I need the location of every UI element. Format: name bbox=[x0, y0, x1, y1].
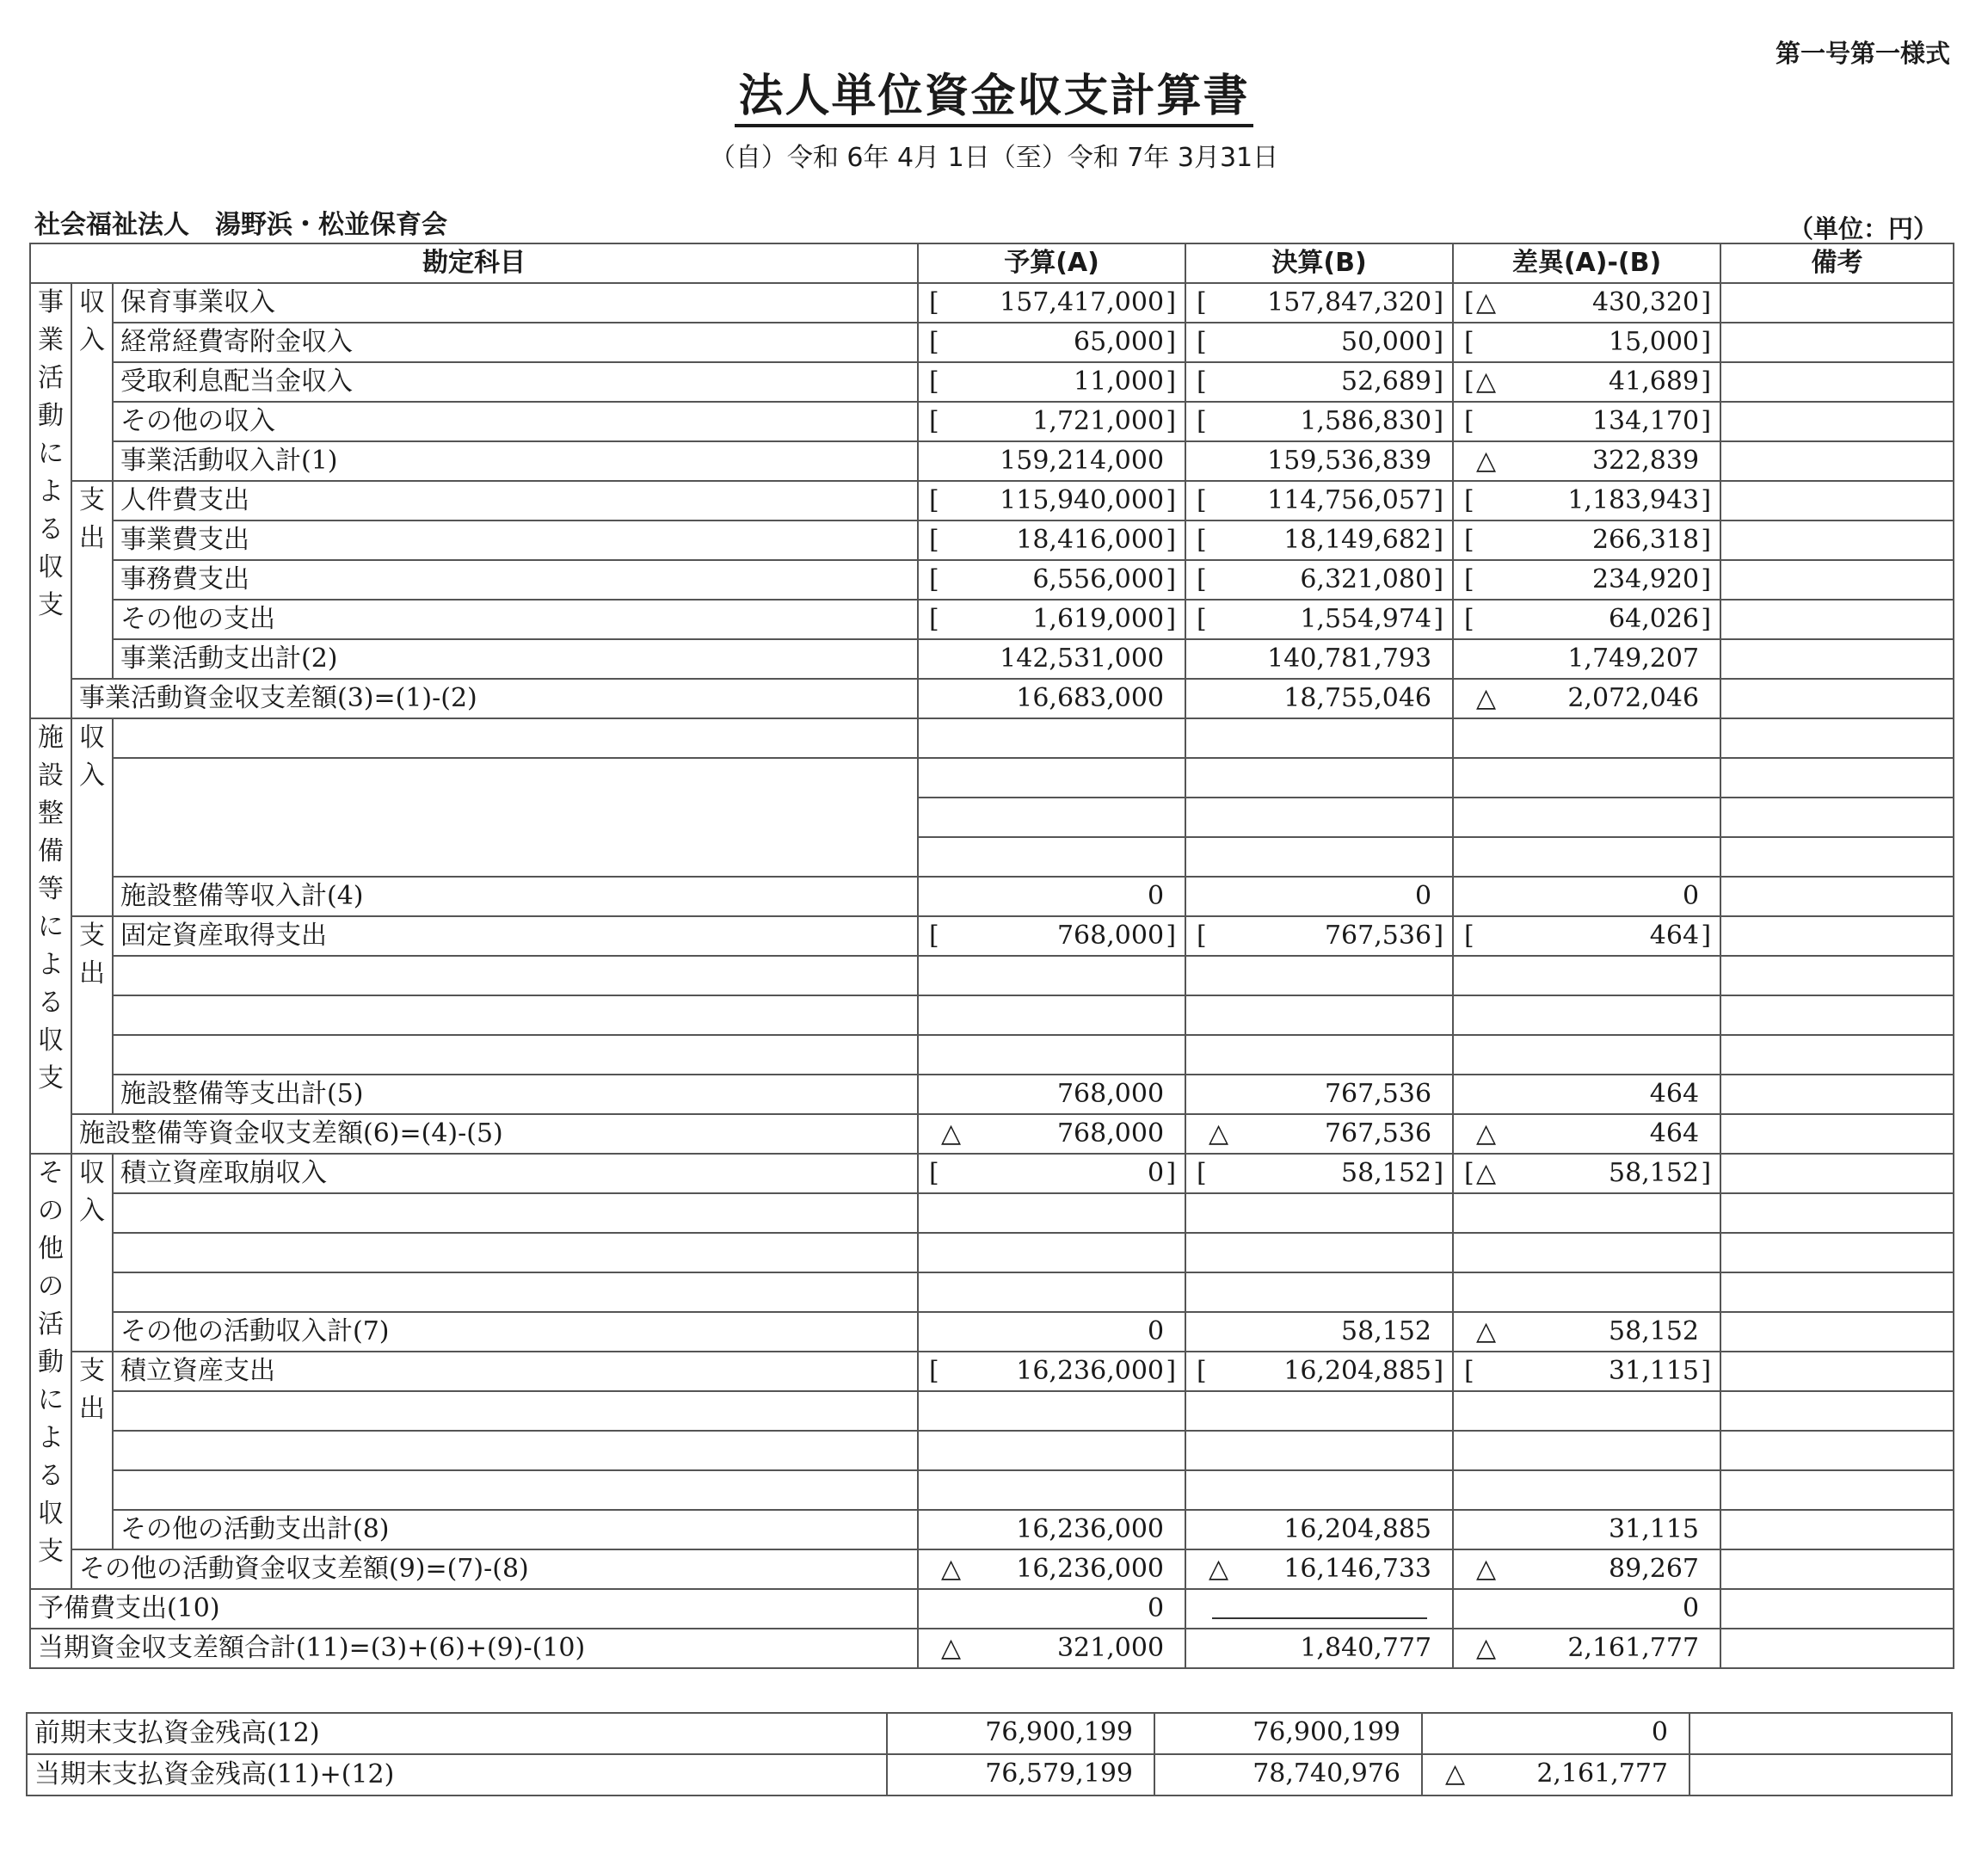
diff-cell: 1,749,207 bbox=[1453, 639, 1720, 679]
header-account: 勘定科目 bbox=[30, 243, 918, 283]
account-label: その他の活動支出計(8) bbox=[113, 1510, 918, 1549]
budget-cell: [ 115,940,000 ] bbox=[918, 481, 1185, 520]
table-row bbox=[30, 520, 1954, 560]
account-label: 固定資産取得支出 bbox=[113, 916, 918, 956]
diff-cell: [ △ 430,320 ] bbox=[1453, 283, 1720, 323]
table-row bbox=[30, 718, 1954, 758]
actual-cell: 0 bbox=[1185, 877, 1453, 916]
note-cell bbox=[1720, 441, 1954, 481]
header-diff: 差異(A)-(B) bbox=[1453, 243, 1720, 283]
diff-cell: △ 2,072,046 bbox=[1453, 679, 1720, 718]
income-label: 収 入 bbox=[71, 283, 113, 481]
table-row bbox=[30, 362, 1954, 402]
table-row bbox=[30, 1193, 1954, 1233]
budget-cell: [ 768,000 ] bbox=[918, 916, 1185, 956]
note-cell bbox=[1720, 718, 1954, 758]
note-cell bbox=[1720, 323, 1954, 362]
account-label: 事業活動支出計(2) bbox=[113, 639, 918, 679]
note-cell bbox=[1720, 1629, 1954, 1668]
note-cell bbox=[1689, 1713, 1952, 1754]
budget-cell: [ 65,000 ] bbox=[918, 323, 1185, 362]
account-label: 経常経費寄附金収入 bbox=[113, 323, 918, 362]
table-row bbox=[30, 916, 1954, 956]
actual-cell: 78,740,976 bbox=[1154, 1754, 1422, 1795]
table-header-row bbox=[30, 243, 1954, 283]
note-cell bbox=[1720, 1510, 1954, 1549]
subtotal-row bbox=[30, 877, 1954, 916]
account-label: その他の収入 bbox=[113, 402, 918, 441]
account-label: 事業活動収入計(1) bbox=[113, 441, 918, 481]
expense-label: 支 出 bbox=[71, 1352, 113, 1549]
organization-name: 社会福祉法人 湯野浜・松並保育会 bbox=[34, 210, 447, 240]
cash-flow-table bbox=[29, 243, 1954, 1669]
account-label: 事業活動資金収支差額(3)=(1)-(2) bbox=[71, 679, 918, 718]
diff-cell: 464 bbox=[1453, 1075, 1720, 1114]
diff-cell: [ 64,026 ] bbox=[1453, 600, 1720, 639]
diff-cell: △ 89,267 bbox=[1453, 1549, 1720, 1589]
table-row bbox=[30, 1154, 1954, 1193]
budget-cell bbox=[918, 718, 1185, 758]
header-budget: 予算(A) bbox=[918, 243, 1185, 283]
expense-label: 支 出 bbox=[71, 481, 113, 679]
expense-label: 支 出 bbox=[71, 916, 113, 1114]
diff-cell bbox=[1453, 718, 1720, 758]
unit-label: （単位：円） bbox=[1788, 214, 1938, 243]
table-row bbox=[30, 560, 1954, 600]
note-cell bbox=[1720, 679, 1954, 718]
actual-cell: [ 6,321,080 ] bbox=[1185, 560, 1453, 600]
budget-cell: △ 768,000 bbox=[918, 1114, 1185, 1154]
note-cell bbox=[1720, 1352, 1954, 1391]
header-actual: 決算(B) bbox=[1185, 243, 1453, 283]
account-label: 人件費支出 bbox=[113, 481, 918, 520]
total-row bbox=[30, 1629, 1954, 1668]
budget-cell: [ 18,416,000 ] bbox=[918, 520, 1185, 560]
budget-cell: 142,531,000 bbox=[918, 639, 1185, 679]
diff-cell: 0 bbox=[1453, 1589, 1720, 1629]
diff-cell: [ 15,000 ] bbox=[1453, 323, 1720, 362]
actual-cell: △ 16,146,733 bbox=[1185, 1549, 1453, 1589]
table-row bbox=[30, 758, 1954, 798]
table-row bbox=[30, 1431, 1954, 1470]
account-label: 施設整備等支出計(5) bbox=[113, 1075, 918, 1114]
actual-cell: 16,204,885 bbox=[1185, 1510, 1453, 1549]
account-label: 施設整備等資金収支差額(6)=(4)-(5) bbox=[71, 1114, 918, 1154]
account-label: 施設整備等収入計(4) bbox=[113, 877, 918, 916]
diff-cell: [ 266,318 ] bbox=[1453, 520, 1720, 560]
note-cell bbox=[1689, 1754, 1952, 1795]
table-row bbox=[30, 283, 1954, 323]
actual-cell: 58,152 bbox=[1185, 1312, 1453, 1352]
budget-cell: △ 16,236,000 bbox=[918, 1549, 1185, 1589]
actual-cell: 1,840,777 bbox=[1185, 1629, 1453, 1668]
account-label: 事務費支出 bbox=[113, 560, 918, 600]
budget-cell: △ 321,000 bbox=[918, 1629, 1185, 1668]
actual-cell: [ 157,847,320 ] bbox=[1185, 283, 1453, 323]
budget-cell: [ 0 ] bbox=[918, 1154, 1185, 1193]
actual-cell: 76,900,199 bbox=[1154, 1713, 1422, 1754]
diff-cell: △ 2,161,777 bbox=[1422, 1754, 1689, 1795]
diff-cell: △ 322,839 bbox=[1453, 441, 1720, 481]
actual-cell: [ 58,152 ] bbox=[1185, 1154, 1453, 1193]
income-label: 収 入 bbox=[71, 1154, 113, 1352]
subtotal-row bbox=[30, 1510, 1954, 1549]
table-row bbox=[30, 798, 1954, 837]
note-cell bbox=[1720, 916, 1954, 956]
table-row bbox=[30, 1233, 1954, 1272]
budget-cell: 768,000 bbox=[918, 1075, 1185, 1114]
note-cell bbox=[1720, 1154, 1954, 1193]
note-cell bbox=[1720, 639, 1954, 679]
diff-cell: △ 58,152 bbox=[1453, 1312, 1720, 1352]
note-cell bbox=[1720, 1589, 1954, 1629]
account-label: 予備費支出(10) bbox=[30, 1589, 918, 1629]
header-note: 備考 bbox=[1720, 243, 1954, 283]
subtotal-row bbox=[30, 441, 1954, 481]
difference-row bbox=[30, 679, 1954, 718]
table-row bbox=[30, 1470, 1954, 1510]
budget-cell: 76,579,199 bbox=[887, 1754, 1154, 1795]
budget-cell: [ 16,236,000 ] bbox=[918, 1352, 1185, 1391]
actual-cell: [ 1,586,830 ] bbox=[1185, 402, 1453, 441]
section-business-label: 事 業 活 動 に よ る 収 支 bbox=[30, 283, 71, 718]
actual-cell: 159,536,839 bbox=[1185, 441, 1453, 481]
account-label: 積立資産支出 bbox=[113, 1352, 918, 1391]
budget-cell: 16,683,000 bbox=[918, 679, 1185, 718]
account-label: 受取利息配当金収入 bbox=[113, 362, 918, 402]
budget-cell: 0 bbox=[918, 877, 1185, 916]
actual-cell: 140,781,793 bbox=[1185, 639, 1453, 679]
reserve-row bbox=[30, 1589, 1954, 1629]
table-row bbox=[30, 956, 1954, 995]
actual-cell: [ 16,204,885 ] bbox=[1185, 1352, 1453, 1391]
account-label: 積立資産取崩収入 bbox=[113, 1154, 918, 1193]
diff-cell: 0 bbox=[1422, 1713, 1689, 1754]
budget-cell: 159,214,000 bbox=[918, 441, 1185, 481]
account-label bbox=[113, 718, 918, 758]
document-title bbox=[0, 71, 1988, 127]
difference-row bbox=[30, 1549, 1954, 1589]
diff-cell: 31,115 bbox=[1453, 1510, 1720, 1549]
budget-cell: [ 1,619,000 ] bbox=[918, 600, 1185, 639]
note-cell bbox=[1720, 1312, 1954, 1352]
table-row bbox=[30, 1352, 1954, 1391]
table-row bbox=[30, 837, 1954, 877]
balance-table bbox=[26, 1712, 1953, 1796]
note-cell bbox=[1720, 1075, 1954, 1114]
table-row bbox=[30, 600, 1954, 639]
note-cell bbox=[1720, 1549, 1954, 1589]
fiscal-period: （自）令和 6年 4月 1日（至）令和 7年 3月31日 bbox=[709, 143, 1279, 173]
note-cell bbox=[1720, 481, 1954, 520]
actual-cell: △ 767,536 bbox=[1185, 1114, 1453, 1154]
note-cell bbox=[1720, 520, 1954, 560]
table-row bbox=[30, 323, 1954, 362]
table-row bbox=[30, 1272, 1954, 1312]
diff-cell: [ 1,183,943 ] bbox=[1453, 481, 1720, 520]
document-title-text: 法人単位資金収支計算書 bbox=[735, 71, 1253, 127]
subtotal-row bbox=[30, 1075, 1954, 1114]
diff-cell: [ 234,920 ] bbox=[1453, 560, 1720, 600]
budget-cell: 16,236,000 bbox=[918, 1510, 1185, 1549]
budget-cell: [ 157,417,000 ] bbox=[918, 283, 1185, 323]
account-label: その他の活動資金収支差額(9)=(7)-(8) bbox=[71, 1549, 918, 1589]
budget-cell: [ 11,000 ] bbox=[918, 362, 1185, 402]
diff-cell: △ 464 bbox=[1453, 1114, 1720, 1154]
account-label: 保育事業収入 bbox=[113, 283, 918, 323]
section-other-label: そ の 他 の 活 動 に よ る 収 支 bbox=[30, 1154, 71, 1589]
diff-cell: [ 134,170 ] bbox=[1453, 402, 1720, 441]
actual-cell: [ 50,000 ] bbox=[1185, 323, 1453, 362]
budget-cell: 76,900,199 bbox=[887, 1713, 1154, 1754]
note-cell bbox=[1720, 362, 1954, 402]
balance-row bbox=[27, 1713, 1952, 1754]
subtotal-row bbox=[30, 639, 1954, 679]
note-cell bbox=[1720, 283, 1954, 323]
form-number: 第一号第一様式 bbox=[1775, 39, 1950, 68]
table-row bbox=[30, 1391, 1954, 1431]
account-label: その他の支出 bbox=[113, 600, 918, 639]
actual-cell: 767,536 bbox=[1185, 1075, 1453, 1114]
account-label: 前期末支払資金残高(12) bbox=[27, 1713, 887, 1754]
diff-cell: [ 464 ] bbox=[1453, 916, 1720, 956]
actual-cell: [ 52,689 ] bbox=[1185, 362, 1453, 402]
dash-line bbox=[1212, 1617, 1427, 1619]
table-row bbox=[30, 1035, 1954, 1075]
budget-cell: [ 6,556,000 ] bbox=[918, 560, 1185, 600]
table-row bbox=[30, 481, 1954, 520]
diff-cell: [ △ 41,689 ] bbox=[1453, 362, 1720, 402]
actual-cell: [ 1,554,974 ] bbox=[1185, 600, 1453, 639]
note-cell bbox=[1720, 560, 1954, 600]
table-row bbox=[30, 995, 1954, 1035]
note-cell bbox=[1720, 877, 1954, 916]
note-cell bbox=[1720, 402, 1954, 441]
actual-cell: 18,755,046 bbox=[1185, 679, 1453, 718]
diff-cell: [ △ 58,152 ] bbox=[1453, 1154, 1720, 1193]
budget-cell: [ 1,721,000 ] bbox=[918, 402, 1185, 441]
account-label: 事業費支出 bbox=[113, 520, 918, 560]
section-facility-label: 施 設 整 備 等 に よ る 収 支 bbox=[30, 718, 71, 1154]
budget-cell: 0 bbox=[918, 1589, 1185, 1629]
actual-cell bbox=[1185, 1589, 1453, 1629]
note-cell bbox=[1720, 600, 1954, 639]
diff-cell: △ 2,161,777 bbox=[1453, 1629, 1720, 1668]
account-label: 当期資金収支差額合計(11)=(3)+(6)+(9)-(10) bbox=[30, 1629, 918, 1668]
subtotal-row bbox=[30, 1312, 1954, 1352]
balance-row bbox=[27, 1754, 1952, 1795]
table-row bbox=[30, 402, 1954, 441]
difference-row bbox=[30, 1114, 1954, 1154]
account-label: その他の活動収入計(7) bbox=[113, 1312, 918, 1352]
actual-cell bbox=[1185, 718, 1453, 758]
actual-cell: [ 114,756,057 ] bbox=[1185, 481, 1453, 520]
budget-cell: 0 bbox=[918, 1312, 1185, 1352]
note-cell bbox=[1720, 1114, 1954, 1154]
income-label: 収 入 bbox=[71, 718, 113, 916]
actual-cell: [ 767,536 ] bbox=[1185, 916, 1453, 956]
diff-cell: [ 31,115 ] bbox=[1453, 1352, 1720, 1391]
account-label: 当期末支払資金残高(11)+(12) bbox=[27, 1754, 887, 1795]
actual-cell: [ 18,149,682 ] bbox=[1185, 520, 1453, 560]
diff-cell: 0 bbox=[1453, 877, 1720, 916]
